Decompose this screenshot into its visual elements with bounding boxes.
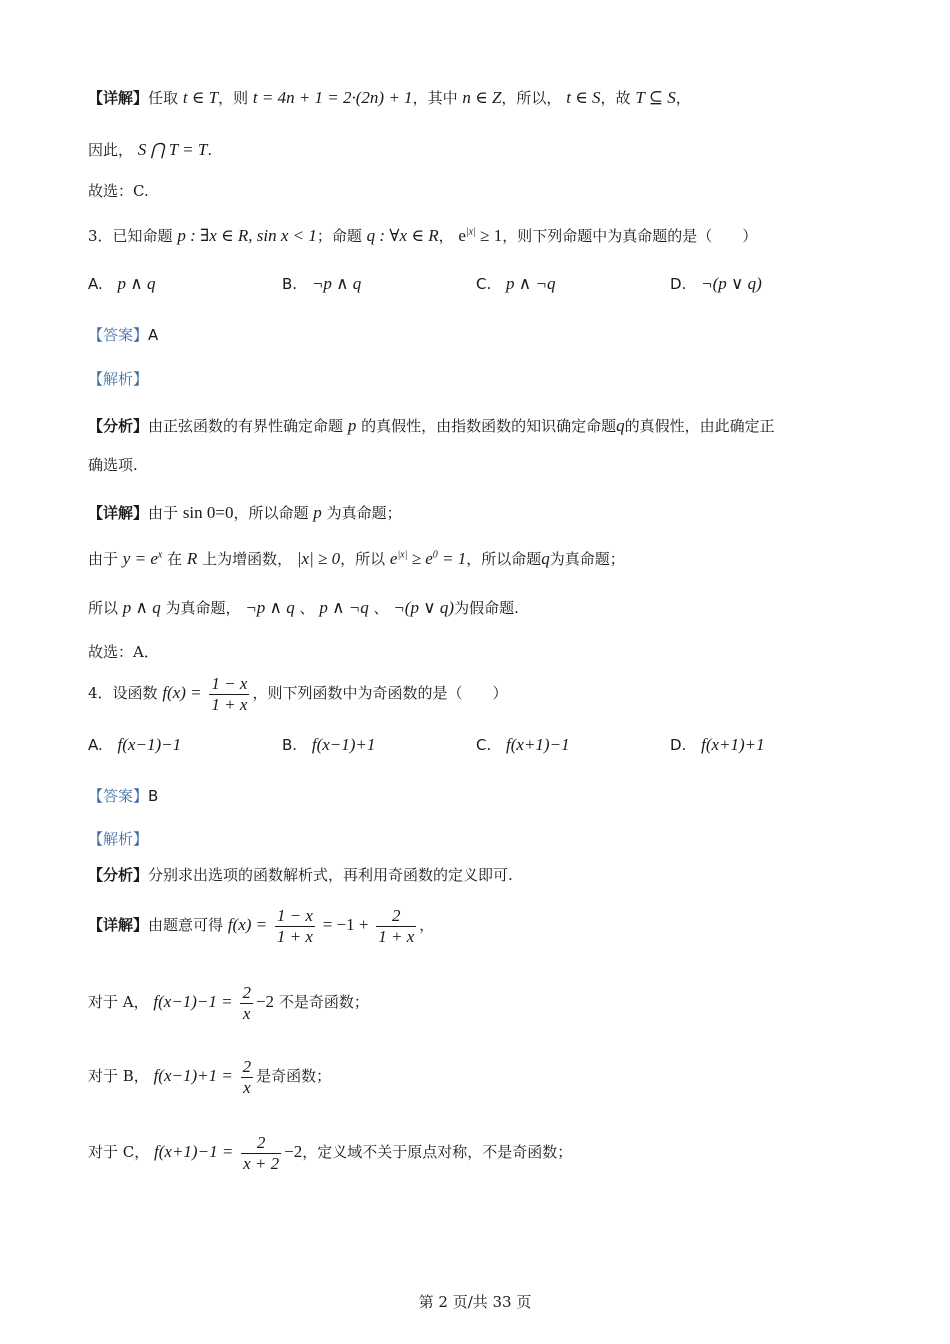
math: [123, 549, 163, 568]
text: 由于: [88, 550, 119, 568]
page-footer: 第 2 页/共 33 页: [418, 1293, 532, 1311]
q4-option-b-analysis: [88, 1057, 331, 1097]
text: 所以: [88, 599, 119, 617]
text: ；命题: [316, 227, 362, 245]
math: q: [541, 549, 550, 568]
math: q: [616, 416, 625, 435]
math: R: [186, 549, 198, 568]
math: f(x) =: [227, 915, 268, 935]
math-sup: 0: [432, 549, 438, 561]
answer-label: 【答案】: [88, 326, 149, 344]
detail-line-1: [88, 88, 691, 108]
text: 由于: [148, 504, 179, 522]
q3-answer: [88, 326, 158, 344]
frac-den: 1 + x: [211, 694, 248, 714]
frac-den: x: [242, 1003, 251, 1023]
math: q : ∀x ∈ R: [366, 226, 439, 245]
text: ，其中: [412, 89, 458, 107]
math: f(x−1)+1 =: [153, 1066, 233, 1086]
text: 在: [167, 550, 183, 568]
answer-value: A: [148, 326, 159, 344]
text: 为真命题，: [165, 599, 241, 617]
option-label: A.: [88, 736, 103, 754]
option-label: B.: [282, 736, 298, 754]
question-4-stem: [88, 674, 507, 714]
text: ，: [438, 227, 454, 245]
option-label: D.: [670, 275, 687, 293]
text: ，: [419, 916, 435, 935]
frac-num: 2: [241, 1133, 281, 1154]
fraction: [275, 906, 315, 946]
fraction: [376, 906, 416, 946]
text: 为假命题.: [454, 599, 519, 617]
text: ，则下列命题中为真命题的是（ ）: [502, 227, 758, 245]
fraction: [241, 1133, 281, 1173]
math: f(x) =: [162, 683, 202, 703]
frac-num: 1 − x: [211, 674, 248, 693]
q3-fenxi: [88, 416, 775, 436]
q4-option-d: [670, 735, 765, 755]
text: 对于 B，: [88, 1067, 149, 1086]
math-rest: ≥ 1: [475, 226, 503, 245]
text: 的真假性，由此确定正: [624, 417, 775, 435]
q4-answer: [88, 787, 158, 805]
frac-num: 2: [376, 906, 416, 927]
q3-option-a: [88, 274, 156, 294]
text: 上为增函数，: [202, 550, 293, 568]
text: ，所以命题: [233, 504, 309, 522]
q4-option-a-analysis: [88, 983, 369, 1023]
frac-den: 1 + x: [378, 926, 415, 946]
option-expr: ¬(p ∨ q): [701, 274, 762, 293]
text: 3．已知命题: [88, 227, 173, 245]
math: sin 0=0: [182, 503, 234, 522]
fraction: [240, 983, 253, 1023]
math: −2: [284, 1142, 303, 1162]
text: ，定义域不关于原点对称，不是奇函数；: [302, 1143, 573, 1162]
math: T ⊆ S: [635, 88, 676, 107]
math: [458, 226, 502, 245]
q4-option-a: [88, 735, 181, 755]
answer-value: B: [148, 787, 159, 805]
q3-detail-2: [88, 549, 625, 569]
text: 、: [299, 599, 315, 617]
frac-den: x + 2: [243, 1153, 280, 1173]
option-expr: ¬p ∧ q: [311, 274, 362, 293]
question-3-stem: [88, 226, 757, 246]
q3-choose: 故选：A．: [88, 643, 159, 661]
math: f(x+1)−1 =: [154, 1142, 234, 1162]
math: −2: [255, 992, 275, 1012]
text: 的真假性，由指数函数的知识确定命题: [361, 417, 617, 435]
math: p : ∃x ∈ R, sin x < 1: [177, 226, 317, 245]
q4-option-c: [476, 735, 570, 755]
frac-num: 2: [242, 983, 251, 1002]
detail-label: 【详解】: [88, 504, 149, 522]
text: ，所以命题: [466, 550, 542, 568]
math: f(x−1)−1 =: [153, 992, 233, 1012]
option-expr: f(x−1)−1: [117, 735, 182, 754]
q3-detail-3: [88, 598, 519, 618]
detail-line-2: [88, 140, 212, 160]
math-sup: |x|: [397, 549, 408, 561]
option-label: C.: [476, 275, 492, 293]
text: 对于 C，: [88, 1143, 150, 1162]
math-base: e: [458, 226, 466, 245]
text: .: [207, 141, 213, 159]
math: p: [313, 503, 322, 522]
frac-num: 1 − x: [276, 906, 313, 925]
math: S ⋂ T = T: [137, 140, 208, 159]
math-base: e: [389, 549, 398, 568]
fenxi-label: 【分析】: [88, 417, 149, 435]
option-label: D.: [670, 736, 687, 754]
math: n ∈ Z: [462, 88, 502, 107]
math: ¬p ∧ q: [245, 598, 295, 617]
text: 不是奇函数；: [278, 993, 369, 1012]
math: ¬(p ∨ q): [393, 598, 455, 617]
math: p: [347, 416, 357, 435]
text: 、: [373, 599, 389, 617]
math: t ∈ S: [566, 88, 601, 107]
option-expr: p ∧ q: [117, 274, 156, 293]
text: 因此，: [88, 141, 134, 159]
option-label: C.: [476, 736, 492, 754]
q4-fenxi: [88, 866, 513, 884]
option-expr: f(x+1)+1: [701, 735, 765, 754]
text: ，所以，: [501, 89, 562, 107]
math: [390, 549, 466, 568]
option-expr: p ∧ ¬q: [506, 274, 556, 293]
frac-den: x: [243, 1077, 251, 1097]
math-base: y = e: [122, 549, 158, 568]
text: 为真命题；: [326, 504, 402, 522]
option-label: B.: [282, 275, 298, 293]
text: ，则: [218, 89, 249, 107]
q4-option-c-analysis: [88, 1133, 572, 1173]
text: 分别求出选项的函数解析式，再利用奇函数的定义即可.: [148, 866, 513, 884]
text: ，则下列函数中为奇函数的是（ ）: [252, 684, 508, 703]
choose-line: 故选：C.: [88, 182, 149, 200]
option-expr: f(x−1)+1: [311, 735, 376, 754]
option-label: A.: [88, 275, 103, 293]
q3-option-c: [476, 274, 555, 294]
frac-num: 2: [242, 1057, 252, 1076]
detail-label: 【详解】: [88, 916, 149, 935]
fraction: [209, 674, 249, 714]
text: 4．设函数: [88, 684, 158, 703]
text: 由正弦函数的有界性确定命题: [148, 417, 344, 435]
text: 是奇函数；: [256, 1067, 332, 1086]
q3-detail: [88, 503, 402, 523]
q4-detail: [88, 906, 434, 946]
answer-label: 【答案】: [88, 787, 149, 805]
math: t = 4n + 1 = 2·(2n) + 1: [252, 88, 413, 107]
math-sup: x: [157, 549, 163, 561]
option-expr: f(x+1)−1: [506, 735, 570, 754]
text: ，: [675, 89, 691, 107]
math-sup: |x|: [465, 226, 476, 238]
text: ，所以: [340, 550, 386, 568]
math: t ∈ T: [182, 88, 219, 107]
text: 任取: [148, 89, 179, 107]
q3-option-b: [282, 274, 361, 294]
q3-analysis-label: 【解析】: [88, 370, 149, 388]
detail-label: 【详解】: [88, 89, 149, 107]
text: ，故: [600, 89, 631, 107]
fraction: [241, 1057, 254, 1097]
math: = −1 +: [322, 915, 369, 935]
math: |x| ≥ 0: [296, 549, 341, 568]
math-rest: ≥ e: [407, 549, 433, 568]
q3-option-d: [670, 274, 762, 294]
math: p ∧ ¬q: [319, 598, 369, 617]
q4-analysis-label: 【解析】: [88, 830, 149, 848]
text: 为真命题；: [549, 550, 625, 568]
frac-den: 1 + x: [276, 926, 313, 946]
q3-fenxi-cont: 确选项.: [88, 456, 138, 474]
q4-option-b: [282, 735, 375, 755]
text: 由题意可得: [148, 916, 224, 935]
fenxi-label: 【分析】: [88, 866, 149, 884]
math-end: = 1: [437, 549, 467, 568]
math: p ∧ q: [122, 598, 161, 617]
text: 对于 A，: [88, 993, 149, 1012]
